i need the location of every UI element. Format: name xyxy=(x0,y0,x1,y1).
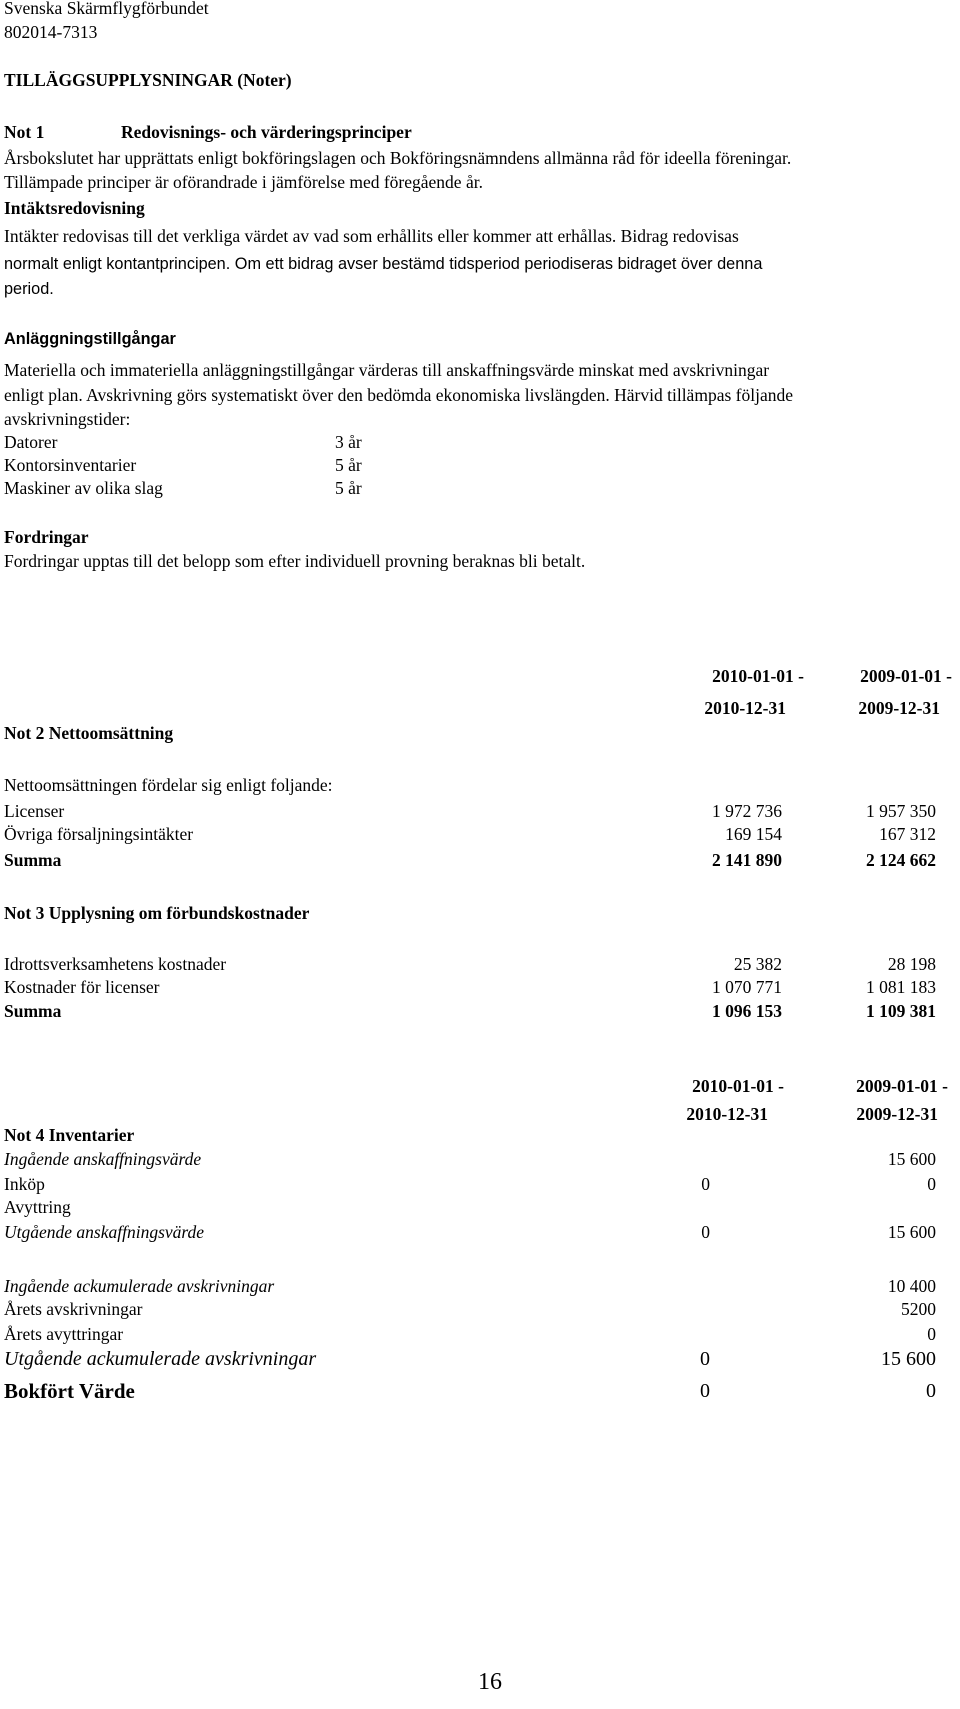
purchases-2009: 0 xyxy=(927,1174,936,1194)
note3-row-2010: 1 070 771 xyxy=(712,977,782,997)
opening-cost-2009: 15 600 xyxy=(887,1149,936,1169)
note2-col2-header-line1: 2009-01-01 - xyxy=(860,666,952,686)
receivables-text: Fordringar upptas till det belopp som efter individuell provning beraknas bli betalt. xyxy=(4,551,586,571)
depreciation-period: 5 år xyxy=(335,478,362,498)
income-line1: Intäkter redovisas till det verkliga värdet av vad som erhållits eller kommer att erhållas. Bidrag redovisas xyxy=(4,226,739,246)
note3-row-label: Kostnader för licenser xyxy=(4,977,160,997)
year-disposals-label: Årets avyttringar xyxy=(4,1324,124,1344)
note2-row-2009: 167 312 xyxy=(879,824,936,844)
opening-depreciation-label: Ingående ackumulerade avskrivningar xyxy=(4,1276,275,1296)
opening-cost-label: Ingående anskaffningsvärde xyxy=(4,1149,202,1169)
year-disposals-2009: 0 xyxy=(927,1324,936,1344)
assets-heading: Anläggningstillgångar xyxy=(4,330,176,348)
note2-total-2010: 2 141 890 xyxy=(712,850,782,870)
note1-intro-line2: Tillämpade principer är oförandrade i jämförelse med föregående år. xyxy=(4,172,483,192)
note4-col1-header-line2: 2010-12-31 xyxy=(686,1104,768,1124)
depreciation-item: Maskiner av olika slag xyxy=(4,478,163,498)
purchases-2010: 0 xyxy=(701,1174,710,1194)
note3-total-2010: 1 096 153 xyxy=(712,1001,782,1021)
depreciation-item: Kontorsinventarier xyxy=(4,455,137,475)
assets-line2: enligt plan. Avskrivning görs systematiskt över den bedömda ekonomiska livslängden. Härvid tillämpas följande xyxy=(4,385,793,405)
note4-title: Not 4 Inventarier xyxy=(4,1125,135,1145)
closing-depreciation-2010: 0 xyxy=(700,1348,710,1370)
year-depreciation-2009: 5200 xyxy=(901,1299,936,1319)
closing-depreciation-2009: 15 600 xyxy=(881,1348,936,1370)
note3-row-2009: 1 081 183 xyxy=(866,977,936,997)
note4-col1-header-line1: 2010-01-01 - xyxy=(692,1076,784,1096)
assets-line1: Materiella och immateriella anläggningstillgångar värderas till anskaffningsvärde minskat med avskrivningar xyxy=(4,360,770,380)
note2-total-2009: 2 124 662 xyxy=(866,850,936,870)
note1-intro-line1: Årsbokslutet har upprättats enligt bokföringslagen och Bokföringsnämndens allmänna råd för ideella föreningar. xyxy=(4,148,792,168)
note3-row-label: Idrottsverksamhetens kostnader xyxy=(4,954,227,974)
note2-row-label: Licenser xyxy=(4,801,65,821)
note4-col2-header-line2: 2009-12-31 xyxy=(856,1104,938,1124)
assets-line3: avskrivningstider: xyxy=(4,409,131,429)
note2-title: Not 2 Nettoomsättning xyxy=(4,723,174,743)
depreciation-period: 5 år xyxy=(335,455,362,475)
year-depreciation-label: Årets avskrivningar xyxy=(4,1299,143,1319)
income-line2: normalt enligt kontantprincipen. Om ett bidrag avser bestämd tidsperiod periodiseras bidraget över denna xyxy=(4,255,763,273)
book-value-2010: 0 xyxy=(700,1380,710,1402)
income-heading: Intäktsredovisning xyxy=(4,198,145,218)
closing-cost-label: Utgående anskaffningsvärde xyxy=(4,1222,205,1242)
depreciation-period: 3 år xyxy=(335,432,362,452)
closing-cost-2009: 15 600 xyxy=(887,1222,936,1242)
note2-row-2010: 1 972 736 xyxy=(712,801,782,821)
disposals-label: Avyttring xyxy=(4,1197,71,1217)
note2-col1-header-line1: 2010-01-01 - xyxy=(712,666,804,686)
depreciation-item: Datorer xyxy=(4,432,58,452)
organization-number: 802014-7313 xyxy=(4,22,98,42)
closing-cost-2010: 0 xyxy=(701,1222,710,1242)
note3-total-label: Summa xyxy=(4,1001,62,1021)
note3-title: Not 3 Upplysning om förbundskostnader xyxy=(4,903,310,923)
note2-col2-header-line2: 2009-12-31 xyxy=(858,698,940,718)
closing-depreciation-label: Utgående ackumulerade avskrivningar xyxy=(4,1348,317,1370)
opening-depreciation-2009: 10 400 xyxy=(887,1276,936,1296)
note2-subtitle: Nettoomsättningen fördelar sig enligt foljande: xyxy=(4,775,333,795)
organization-name: Svenska Skärmflygförbundet xyxy=(4,0,209,18)
note1-title: Redovisnings- och värderingsprinciper xyxy=(121,122,412,142)
note2-row-label: Övriga försaljningsintäkter xyxy=(4,824,194,844)
note3-row-2010: 25 382 xyxy=(733,954,782,974)
note1-label: Not 1 xyxy=(4,122,45,142)
note3-total-2009: 1 109 381 xyxy=(866,1001,936,1021)
book-value-label: Bokfört Värde xyxy=(4,1379,135,1403)
section-title: TILLÄGGSUPPLYSNINGAR (Noter) xyxy=(4,70,292,90)
receivables-heading: Fordringar xyxy=(4,527,89,547)
page-number: 16 xyxy=(478,1669,502,1695)
purchases-label: Inköp xyxy=(4,1174,45,1194)
note2-col1-header-line2: 2010-12-31 xyxy=(704,698,786,718)
note3-row-2009: 28 198 xyxy=(887,954,936,974)
book-value-2009: 0 xyxy=(926,1380,936,1402)
note4-col2-header-line1: 2009-01-01 - xyxy=(856,1076,948,1096)
note2-row-2009: 1 957 350 xyxy=(866,801,936,821)
note2-row-2010: 169 154 xyxy=(725,824,782,844)
note2-total-label: Summa xyxy=(4,850,62,870)
income-line3: period. xyxy=(4,280,54,298)
